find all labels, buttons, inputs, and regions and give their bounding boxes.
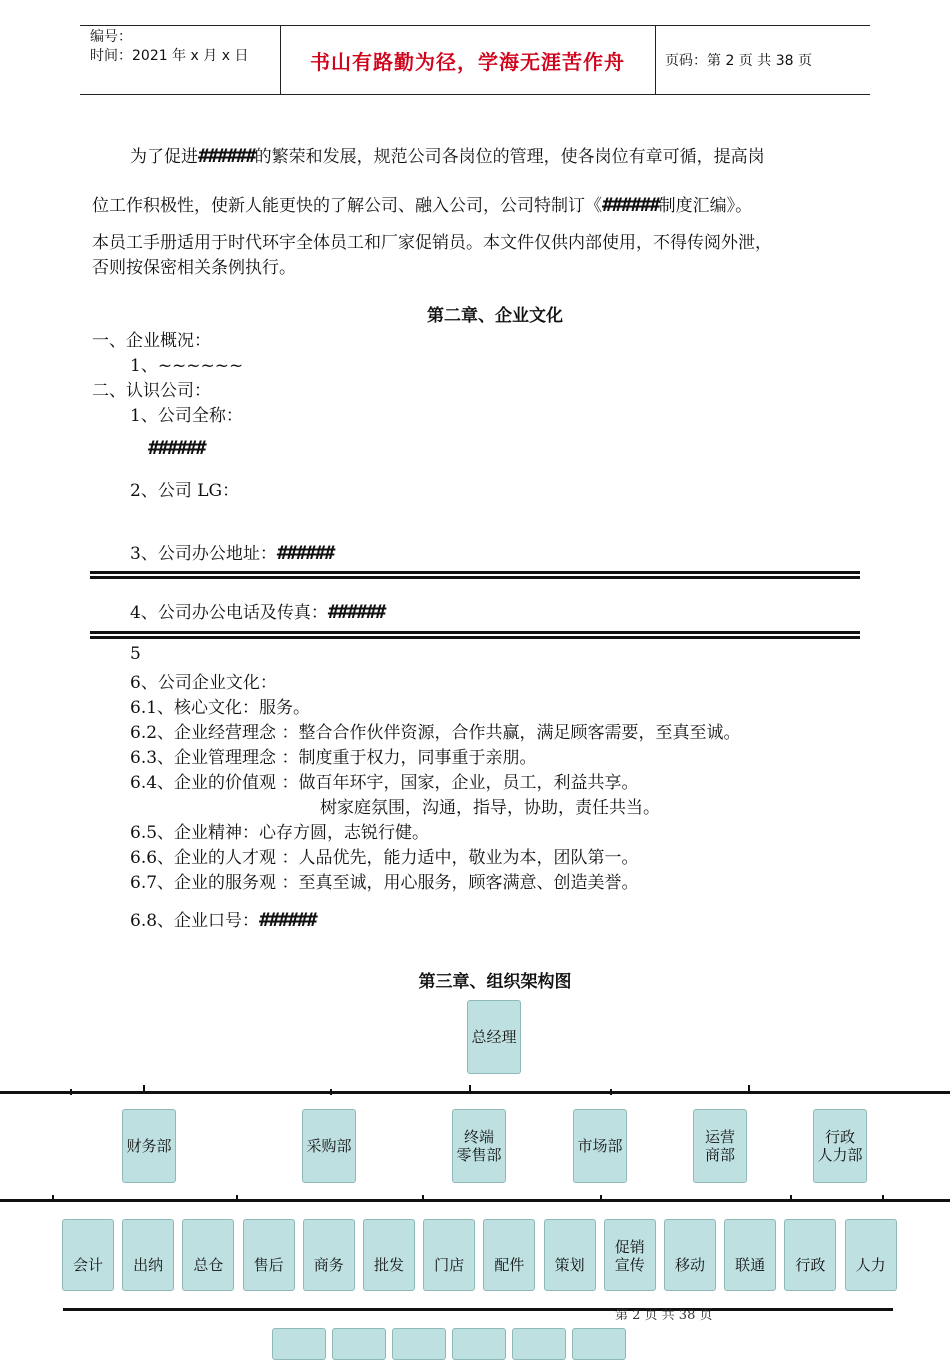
address-label: 3、公司办公地址： — [130, 544, 277, 564]
org-box-team: 行政 — [784, 1219, 836, 1291]
org-box-general-manager: 总经理 — [467, 1000, 521, 1074]
org-box-team: 售后 — [243, 1219, 295, 1291]
page-header — [80, 25, 870, 95]
org-box-partial — [572, 1328, 626, 1360]
org-connector-tick — [790, 1195, 792, 1201]
org-box-partial — [512, 1328, 566, 1360]
culture-item: 6.7、企业的服务观 ：至真至诚，用心服务，顾客满意、创造美誉。 — [130, 873, 639, 893]
phone-value: ###### — [327, 601, 385, 623]
full-name-value: ###### — [148, 437, 205, 459]
org-connector-tick — [610, 1089, 612, 1095]
intro-line-1 — [130, 142, 765, 167]
item-5: 5 — [130, 644, 141, 664]
masked-text: ###### — [602, 194, 659, 216]
org-box-team: 批发 — [363, 1219, 415, 1291]
section-know-company: 二、认识公司： — [92, 381, 211, 401]
org-connector-line — [0, 1091, 950, 1094]
overview-item: 1、~~~~~~ — [130, 356, 244, 376]
org-box-team: 策划 — [544, 1219, 596, 1291]
intro-line-2 — [92, 191, 752, 216]
org-box-partial — [332, 1328, 386, 1360]
org-box-department: 市场部 — [573, 1109, 627, 1183]
org-connector-tick — [422, 1195, 424, 1201]
intro-text: 为了促进 — [130, 147, 198, 167]
org-box-team: 配件 — [483, 1219, 535, 1291]
intro-text: 制度汇编》。 — [658, 196, 753, 216]
org-box-team: 门店 — [423, 1219, 475, 1291]
org-connector-tick — [882, 1195, 884, 1201]
culture-label: 6、公司企业文化： — [130, 673, 277, 693]
culture-item: 6.3、企业管理理念 ：制度重于权力，同事重于亲朋。 — [130, 748, 537, 768]
slogan-label: 6.8、企业口号： — [130, 911, 260, 931]
org-box-department: 终端 零售部 — [452, 1109, 506, 1183]
org-box-team: 总仓 — [182, 1219, 234, 1291]
org-connector-line — [63, 1308, 893, 1311]
org-box-department: 行政 人力部 — [813, 1109, 867, 1183]
culture-item-continued: 树家庭氛围，沟通，指导，协助，责任共当。 — [320, 798, 660, 818]
org-box-partial — [272, 1328, 326, 1360]
double-rule — [90, 631, 860, 639]
slogan-value: ###### — [259, 909, 316, 931]
page-info: 页码：第 2 页 共 38 页 — [665, 53, 812, 69]
slogan-line — [130, 906, 316, 931]
address-value: ###### — [276, 542, 334, 564]
header-meta — [90, 28, 248, 66]
org-box-partial — [392, 1328, 446, 1360]
org-box-partial — [452, 1328, 506, 1360]
chapter3-title: 第三章、组织架构图 — [418, 972, 572, 992]
org-box-team: 移动 — [664, 1219, 716, 1291]
number-label: 编号： — [90, 29, 132, 45]
org-box-team: 联通 — [724, 1219, 776, 1291]
time-label: 时间：2021 年 x 月 x 日 — [90, 48, 249, 64]
full-name-label: 1、公司全称： — [130, 406, 243, 426]
page-footer: 第 2 页 共 38 页 — [615, 1308, 713, 1323]
intro-line-3: 本员工手册适用于时代环宇全体员工和厂家促销员。本文件仅供内部使用，不得传阅外泄， — [92, 233, 772, 253]
org-box-department: 财务部 — [122, 1109, 176, 1183]
org-connector-tick — [330, 1089, 332, 1095]
culture-item: 6.1、核心文化：服务。 — [130, 698, 311, 718]
logo-label: 2、公司 LG： — [130, 481, 240, 501]
org-box-department: 采购部 — [302, 1109, 356, 1183]
org-connector-tick — [143, 1085, 145, 1091]
culture-item: 6.5、企业精神：心存方圆，志锐行健。 — [130, 823, 430, 843]
culture-item: 6.6、企业的人才观 ：人品优先，能力适中，敬业为本，团队第一。 — [130, 848, 639, 868]
org-box-team: 促销 宣传 — [604, 1219, 656, 1291]
org-connector-tick — [52, 1195, 54, 1201]
org-connector-tick — [236, 1195, 238, 1201]
org-connector-tick — [70, 1089, 72, 1095]
org-box-team: 出纳 — [122, 1219, 174, 1291]
address-line — [130, 539, 333, 564]
double-rule — [90, 571, 860, 579]
intro-line-4: 否则按保密相关条例执行。 — [92, 258, 296, 278]
org-box-team: 人力 — [845, 1219, 897, 1291]
header-divider — [655, 26, 656, 94]
phone-label: 4、公司办公电话及传真： — [130, 603, 328, 623]
header-motto: 书山有路勤为径，学海无涯苦作舟 — [310, 49, 625, 74]
org-box-department: 运营 商部 — [693, 1109, 747, 1183]
org-box-team: 会计 — [62, 1219, 114, 1291]
org-connector-tick — [748, 1085, 750, 1091]
section-overview: 一、企业概况： — [92, 331, 211, 351]
intro-text: 的繁荣和发展，规范公司各岗位的管理，使各岗位有章可循，提高岗 — [254, 147, 765, 167]
org-box-team: 商务 — [303, 1219, 355, 1291]
org-connector-tick — [600, 1195, 602, 1201]
masked-text: ###### — [198, 145, 255, 167]
culture-item: 6.2、企业经营理念 ：整合合作伙伴资源，合作共赢，满足顾客需要，至真至诚。 — [130, 723, 741, 743]
org-connector-line — [0, 1199, 950, 1202]
phone-line — [130, 598, 384, 623]
intro-text: 位工作积极性，使新人能更快的了解公司、融入公司，公司特制订《 — [92, 196, 602, 216]
org-connector-tick — [469, 1085, 471, 1091]
chapter2-title: 第二章、企业文化 — [427, 306, 563, 326]
culture-item: 6.4、企业的价值观 ：做百年环宇，国家，企业，员工，利益共享。 — [130, 773, 639, 793]
